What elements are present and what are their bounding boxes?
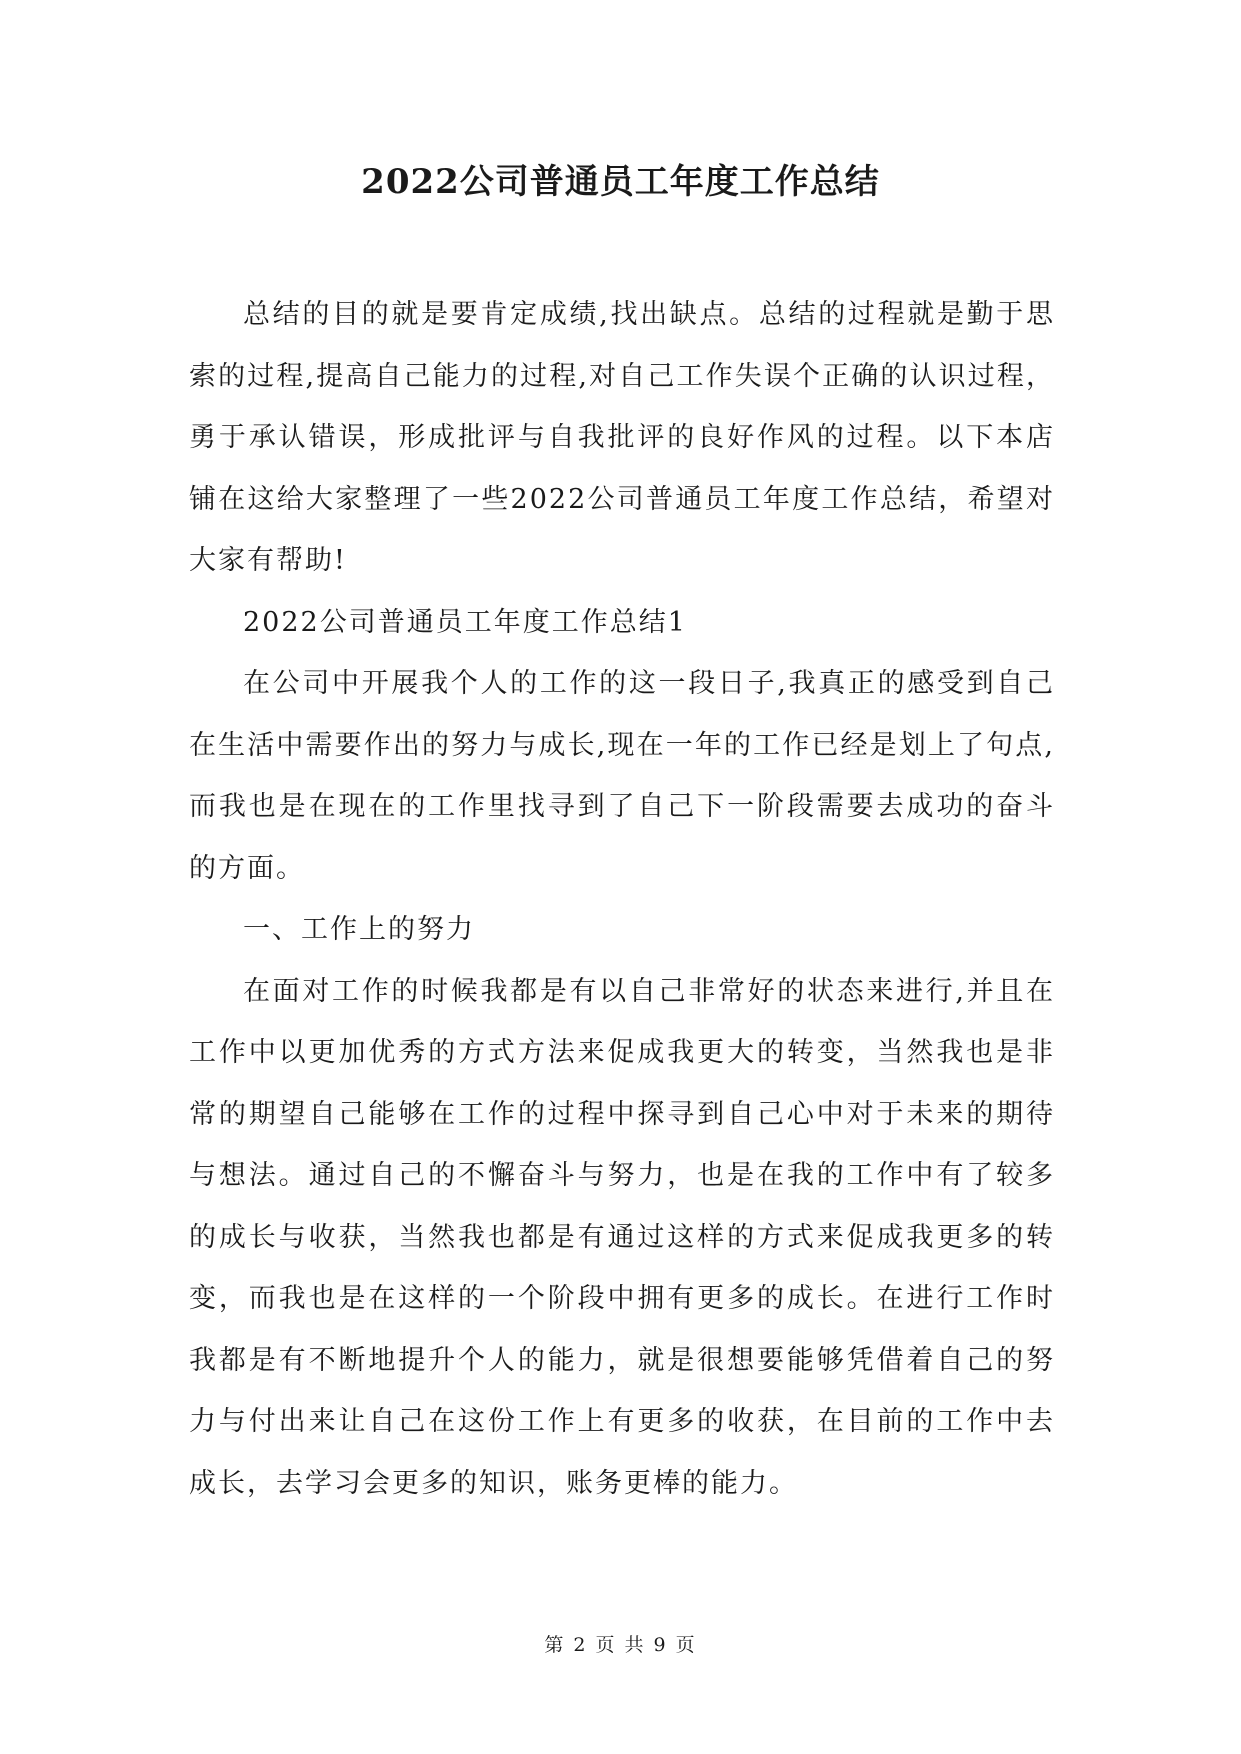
page-title: 2022公司普通员工年度工作总结	[361, 162, 880, 202]
page-number-footer: 第 2 页 共 9 页	[544, 1634, 697, 1656]
document-body	[189, 284, 1055, 1514]
intro-paragraph: 总结的目的就是要肯定成绩,找出缺点。总结的过程就是勤于思索的过程,提高自己能力的过程,对自己工作失误个正确的认识过程，勇于承认错误，形成批评与自我批评的良好作风的过程。以下本店铺在这给大家整理了一些2022公司普通员工年度工作总结，希望对大家有帮助!	[189, 299, 1055, 576]
body-paragraph: 在公司中开展我个人的工作的这一段日子,我真正的感受到自己在生活中需要作出的努力与成长,现在一年的工作已经是划上了句点,而我也是在现在的工作里找寻到了自己下一阶段需要去成功的奋斗的方面。	[189, 668, 1055, 884]
body-paragraph: 在面对工作的时候我都是有以自己非常好的状态来进行,并且在工作中以更加优秀的方式方法来促成我更大的转变，当然我也是非常的期望自己能够在工作的过程中探寻到自己心中对于未来的期待与想法。通过自己的不懈奋斗与努力，也是在我的工作中有了较多的成长与收获，当然我也都是有通过这样的方式来促成我更多的转变，而我也是在这样的一个阶段中拥有更多的成长。在进行工作时我都是有不断地提升个人的能力，就是很想要能够凭借着自己的努力与付出来让自己在这份工作上有更多的收获，在目前的工作中去成长，去学习会更多的知识，账务更棒的能力。	[189, 975, 1055, 1499]
subsection-heading: 一、工作上的努力	[243, 914, 475, 945]
section-heading: 2022公司普通员工年度工作总结1	[243, 606, 687, 638]
